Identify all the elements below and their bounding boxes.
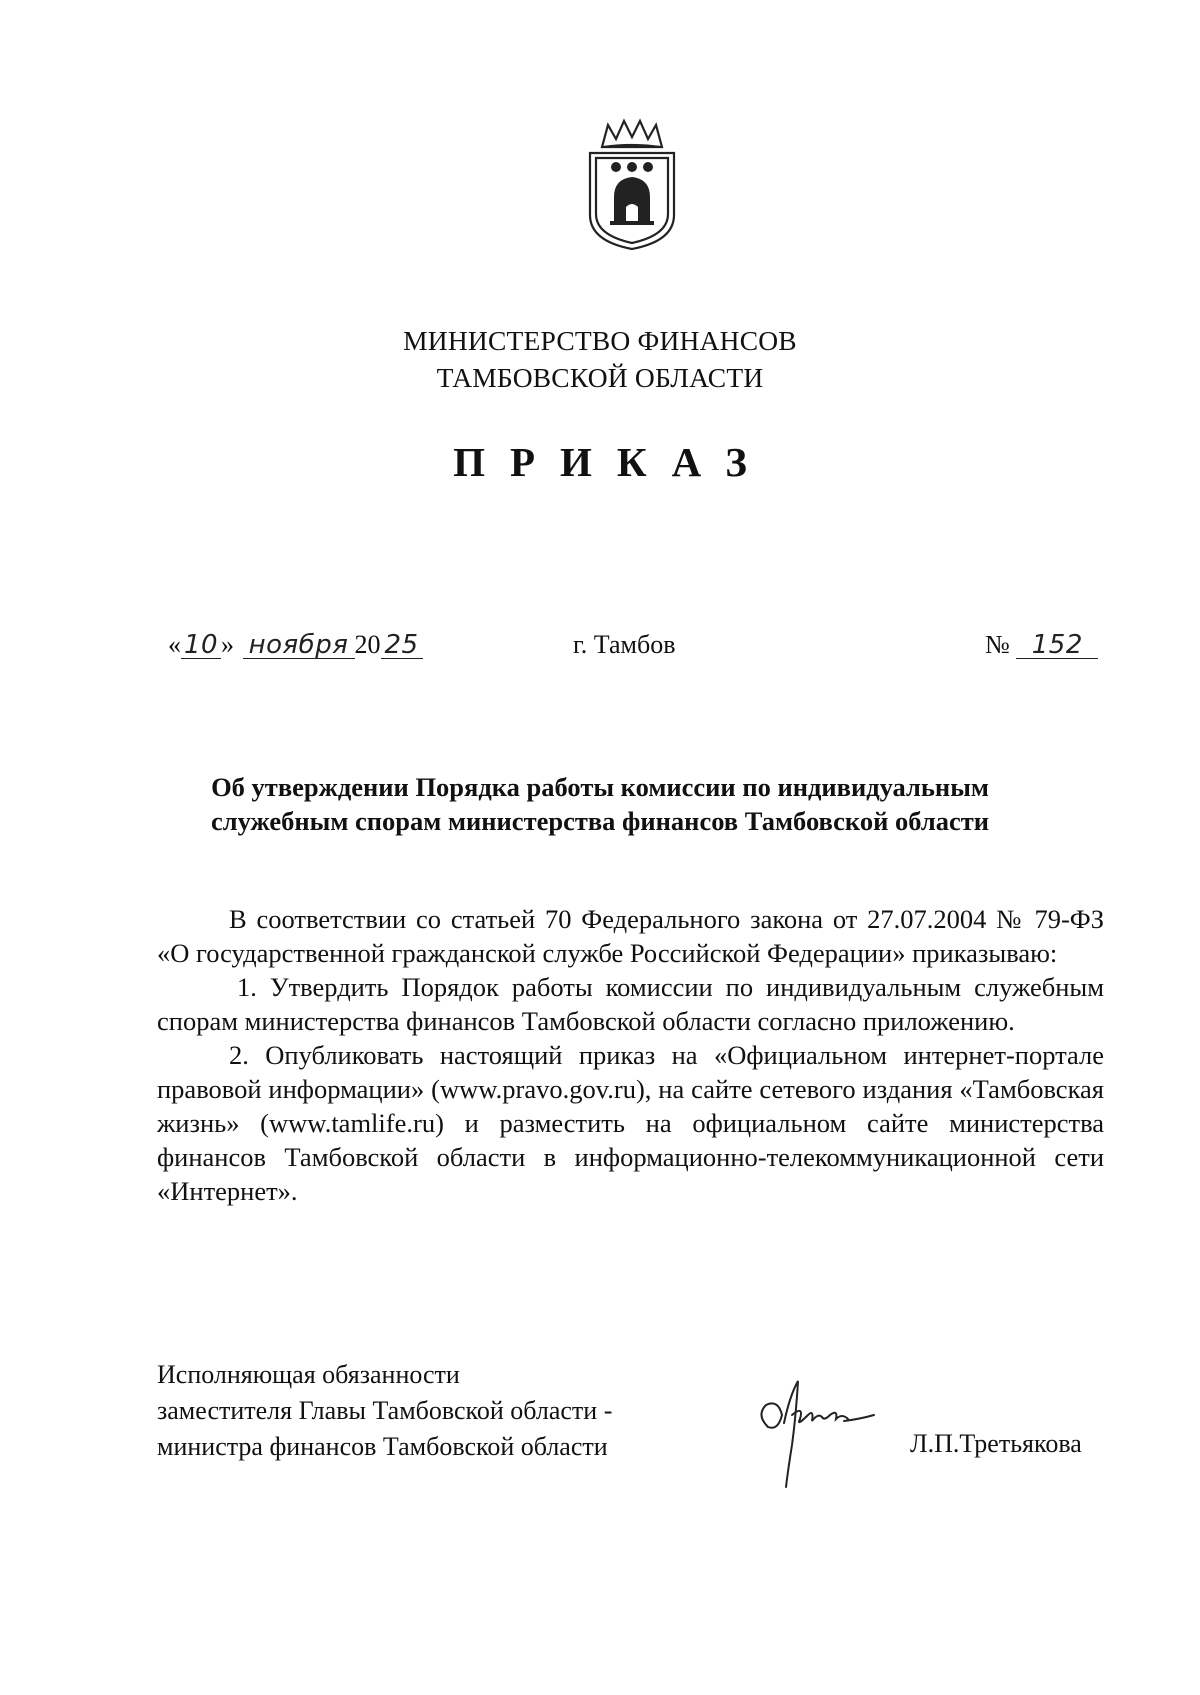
number-value: 152 [1016,632,1098,659]
org-name-line2: ТАМБОВСКОЙ ОБЛАСТИ [436,362,764,393]
order-number [985,630,1098,660]
date-year-prefix: 20 [354,630,381,659]
order-subject [0,770,1200,838]
signatory-name: Л.П.Третьякова [910,1429,1082,1458]
date-close-quote: » [221,630,234,659]
subject-line1: Об утверждении Порядка работы комиссии по индивидуальным [211,772,989,802]
subject-line2: служебным спорам министерства финансов Тамбовской области [210,806,990,836]
date-month: ноября [243,632,355,659]
date-year-suffix: 25 [381,632,423,659]
signatory-line1: Исполняющая обязанности [157,1360,460,1389]
signatory-line2: заместителя Главы Тамбовской области - [157,1396,613,1425]
date-open-quote: « [168,630,181,659]
signatory-line3: министра финансов Тамбовской области [157,1432,608,1461]
date-day: 10 [181,632,221,659]
signatory-position [157,1357,612,1465]
document-type-title: ПРИКАЗ [453,439,772,485]
order-city: г. Тамбов [573,630,676,659]
org-name-line1: МИНИСТЕРСТВО ФИНАНСОВ [403,325,797,356]
body-item-1: 1. Утвердить Порядок работы комиссии по индивидуальным служебным спорам министерства финансов Тамбовской области согласно приложению. [157,972,1104,1036]
number-label: № [985,630,1010,659]
coat-of-arms-emblem [580,117,684,251]
order-date [168,630,423,660]
order-body [157,902,1104,1208]
body-intro: В соответствии со статьей 70 Федерального закона от 27.07.2004 № 79-ФЗ «О государственной гражданской службе Российской Федерации» приказываю: [157,904,1104,968]
handwritten-signature [748,1375,888,1495]
body-item-2: 2. Опубликовать настоящий приказ на «Официальном интернет-портале правовой информации» (www.pravo.gov.ru), на сайте сетевого издания «Тамбовская жизнь» (www.tamlife.ru) и разместить на официальном сайте министерства финансов Тамбовской области в информационно-телекоммуникационной сети «Интернет». [157,1040,1104,1206]
